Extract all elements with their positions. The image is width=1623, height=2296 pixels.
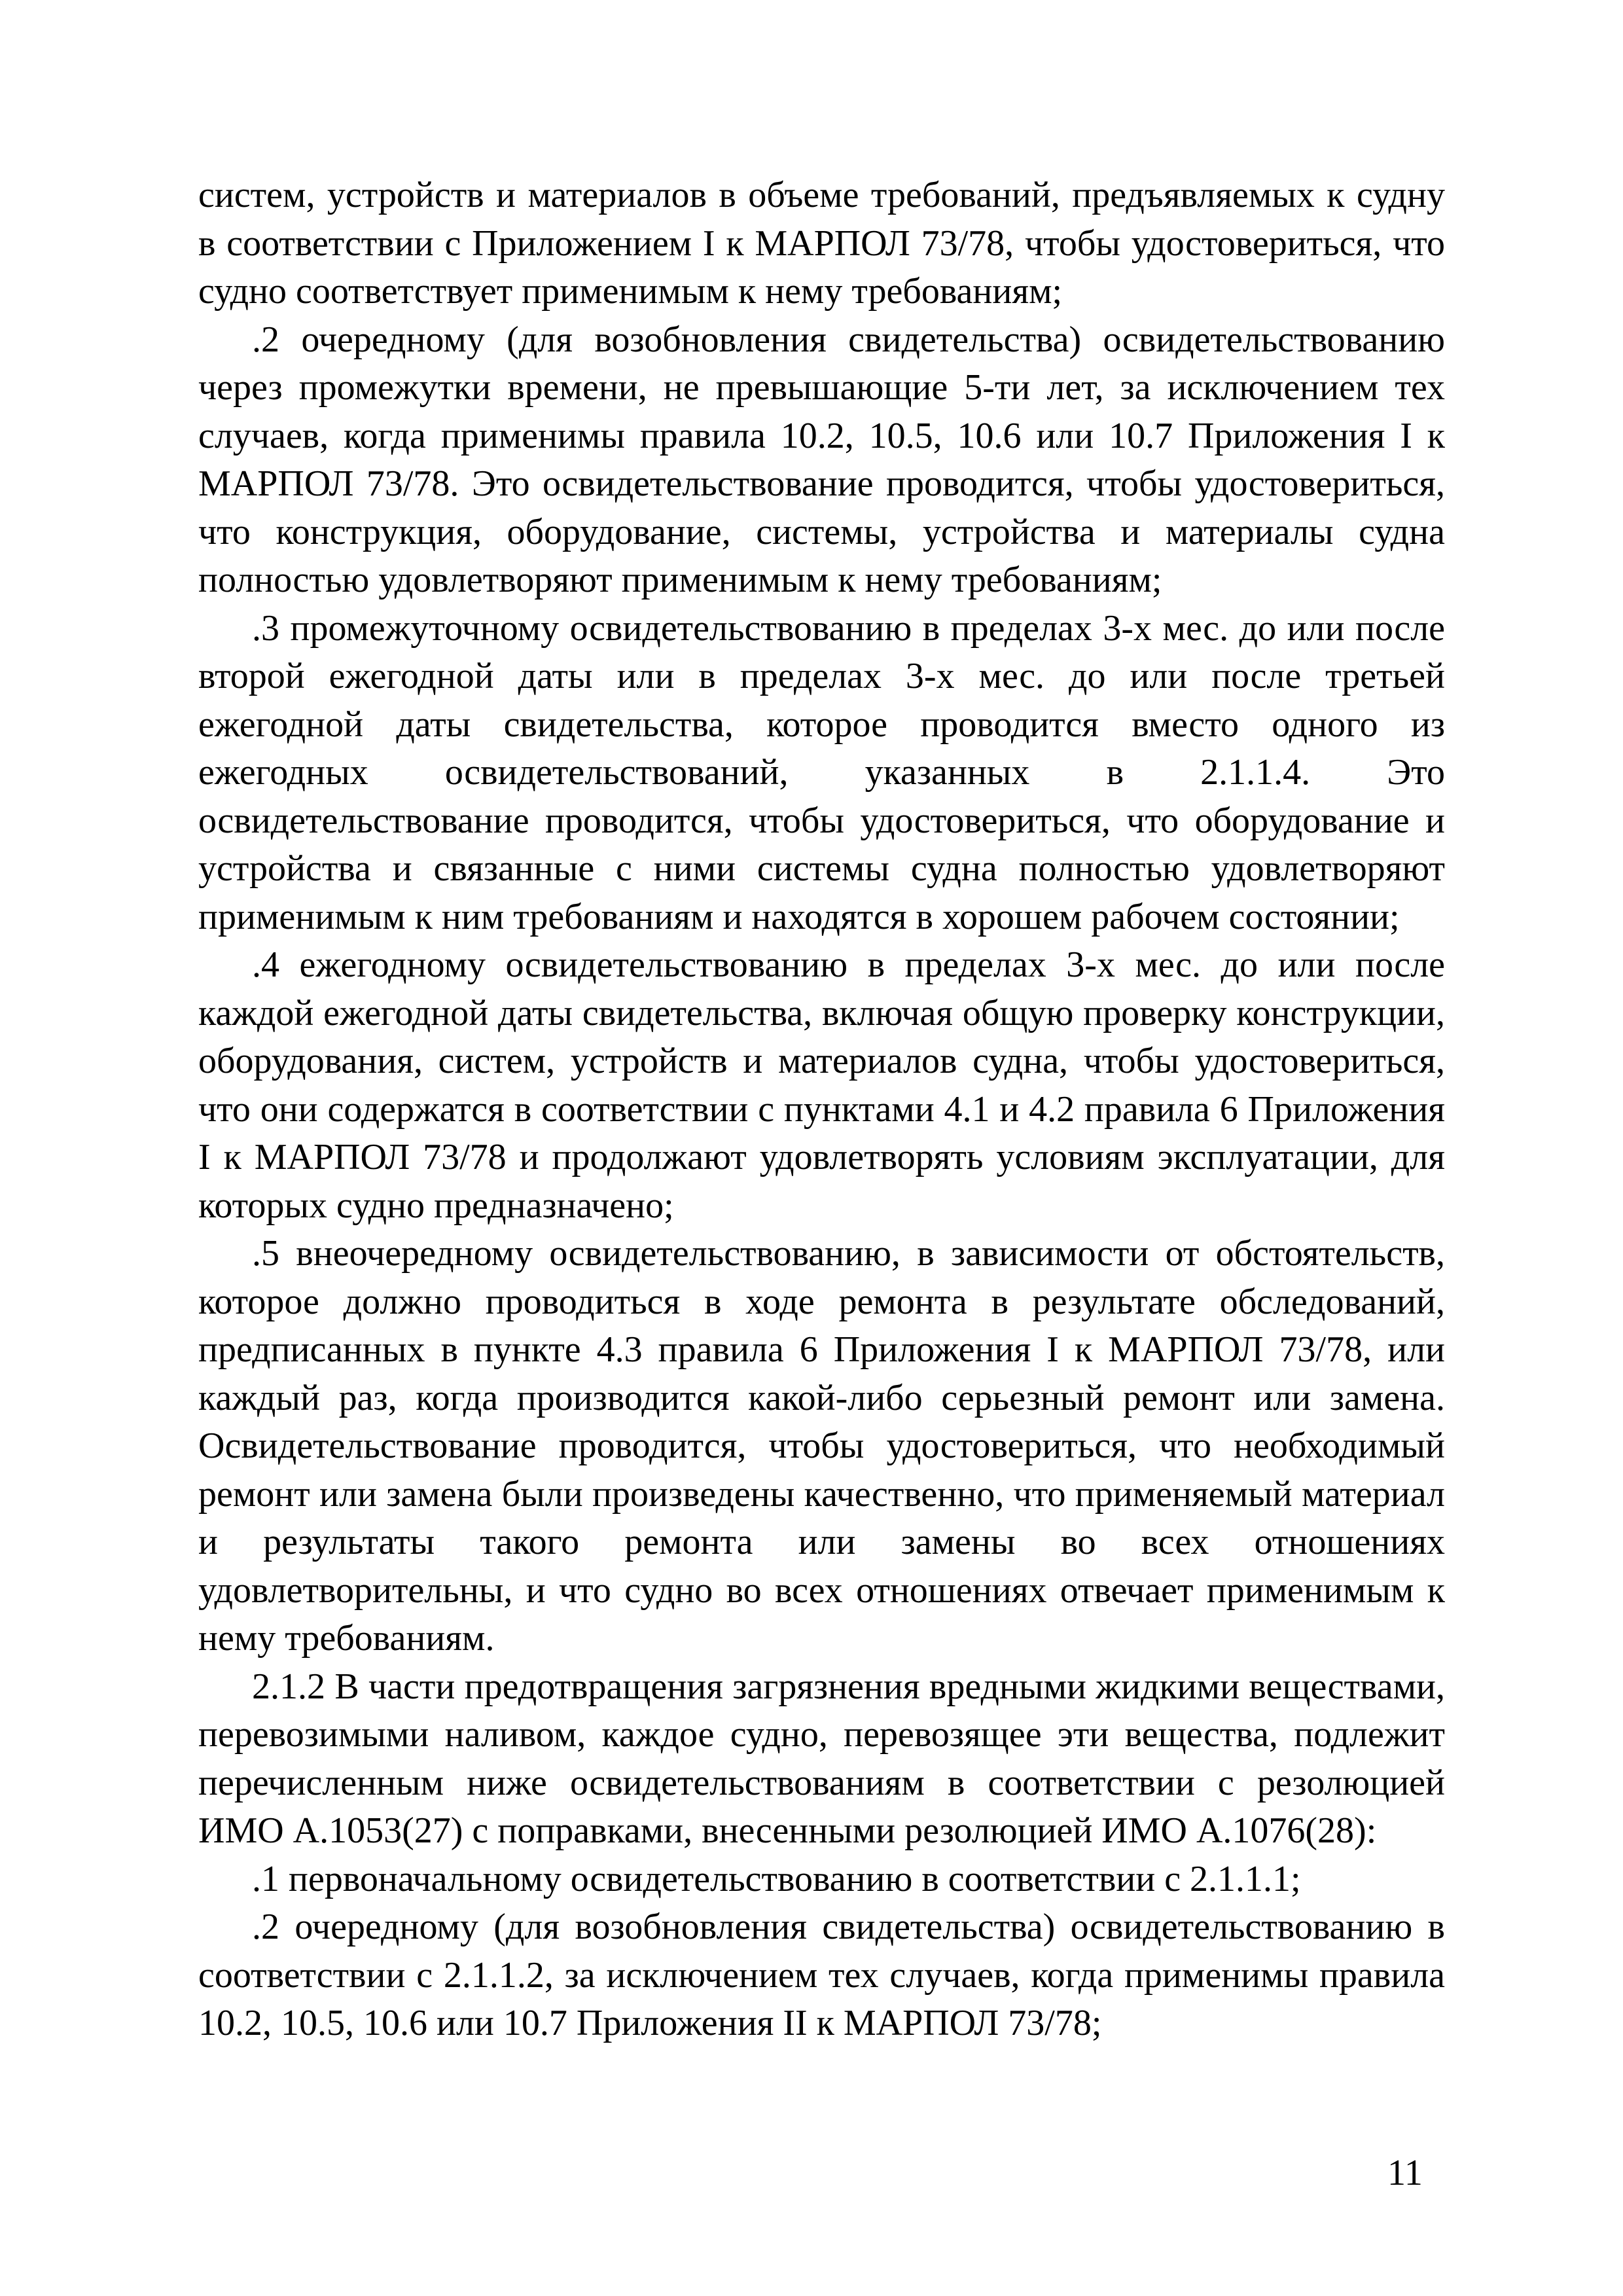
- paragraph-item-2-renewal-survey-annex-ii: .2 очередному (для возобновления свидетельства) освидетельствованию в соответствии с 2.1.1.2, за исключением тех случаев, когда применимы правила 10.2, 10.5, 10.6 или 10.7 Приложения II к МАРПОЛ 73/78;: [198, 1907, 1445, 2043]
- page-number: 11: [1387, 2153, 1423, 2193]
- paragraph-continuation: систем, устройств и материалов в объеме требований, предъявляемых к судну в соответствии с Приложением I к МАРПОЛ 73/78, чтобы удостовериться, что судно соответствует применимым к нему требованиям;: [198, 175, 1445, 312]
- paragraph-item-2-renewal-survey: .2 очередному (для возобновления свидетельства) освидетельствованию через промежутки времени, не превышающие 5-ти лет, за исключением тех случаев, когда применимы правила 10.2, 10.5, 10.6 или 10.7 Приложения I к МАРПОЛ 73/78. Это освидетельствование проводится, чтобы удостовериться, что конструкция, оборудование, системы, устройства и материалы судна полностью удовлетворяют применимым к нему требованиям;: [198, 319, 1445, 600]
- paragraph-item-3-intermediate-survey: .3 промежуточному освидетельствованию в пределах 3-х мес. до или после второй ежегодной даты или в пределах 3-х мес. до или после третьей ежегодной даты свидетельства, которое проводится вместо одного из ежегодных освидетельствований, указанных в 2.1.1.4. Это освидетельствование проводится, чтобы удостовериться, что оборудование и устройства и связанные с ними системы судна полностью удовлетворяют применимым к ним требованиям и находятся в хорошем рабочем состоянии;: [198, 607, 1445, 937]
- paragraph-item-1-initial-survey: .1 первоначальному освидетельствованию в соответствии с 2.1.1.1;: [252, 1858, 1301, 1899]
- paragraph-item-4-annual-survey: .4 ежегодному освидетельствованию в пределах 3-х мес. до или после каждой ежегодной даты свидетельства, включая общую проверку конструкции, оборудования, систем, устройств и материалов судна, чтобы удостовериться, что они содержатся в соответствии с пунктами 4.1 и 4.2 правила 6 Приложения I к МАРПОЛ 73/78 и продолжают удовлетворять условиям эксплуатации, для которых судно предназначено;: [198, 944, 1445, 1226]
- paragraph-section-2-1-2: 2.1.2 В части предотвращения загрязнения вредными жидкими веществами, перевозимыми наливом, каждое судно, перевозящее эти вещества, подлежит перечисленным ниже освидетельствованиям в соответствии с резолюцией ИМО А.1053(27) с поправками, внесенными резолюцией ИМО А.1076(28):: [198, 1666, 1445, 1851]
- document-page: [198, 171, 1445, 2048]
- paragraph-item-5-additional-survey: .5 внеочередному освидетельствованию, в зависимости от обстоятельств, которое должно проводиться в ходе ремонта в результате обследований, предписанных в пункте 4.3 правила 6 Приложения I к МАРПОЛ 73/78, или каждый раз, когда производится какой-либо серьезный ремонт или замена. Освидетельствование проводится, чтобы удостовериться, что необходимый ремонт или замена были произведены качественно, что применяемый материал и результаты такого ремонта или замены во всех отношениях удовлетворительны, и что судно во всех отношениях отвечает применимым к нему требованиям.: [198, 1233, 1445, 1659]
